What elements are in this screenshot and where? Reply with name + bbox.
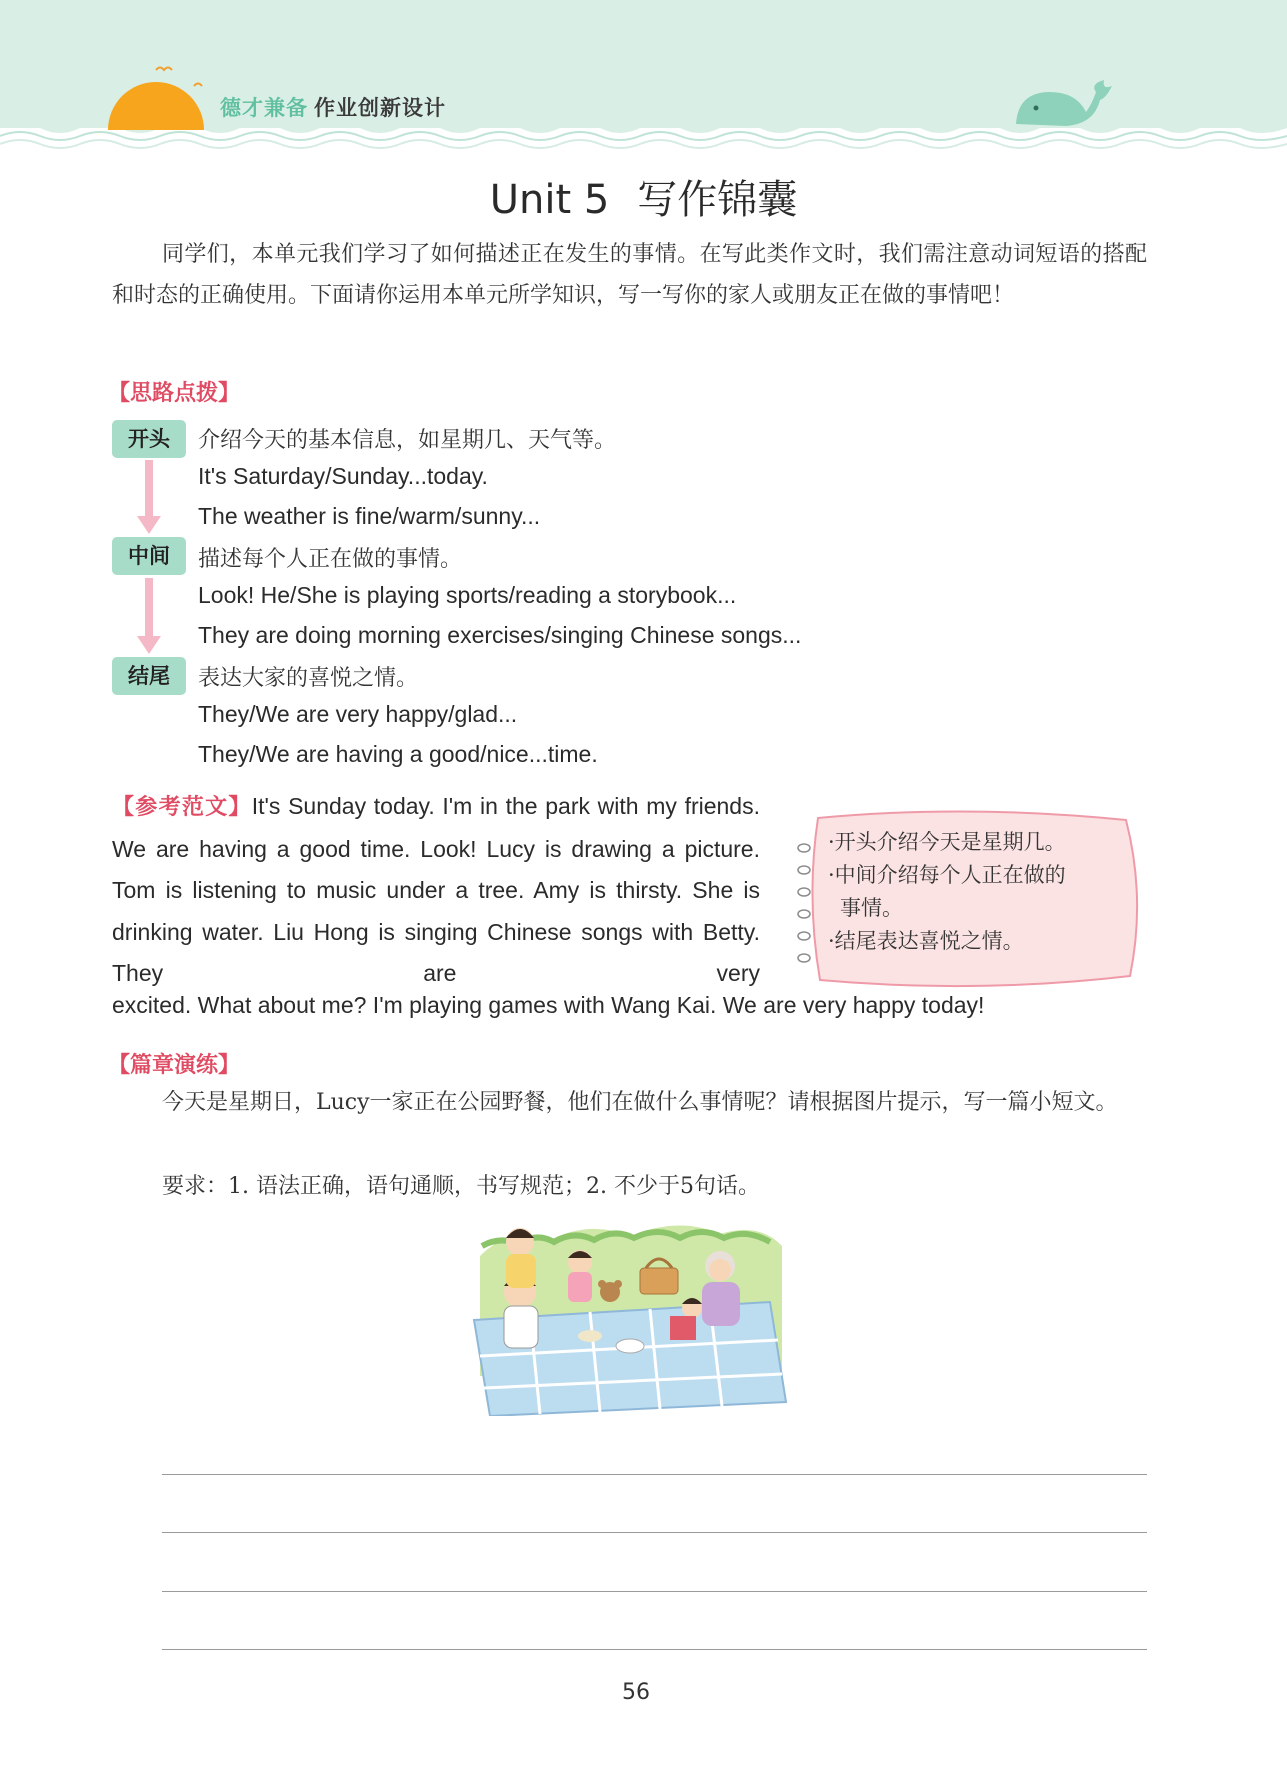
outline-beginning-example-2: The weather is fine/warm/sunny...: [198, 503, 541, 529]
unit-label: Unit 5: [489, 177, 610, 223]
brand-green-text: 德才兼备: [220, 96, 308, 120]
picnic-family-illustration: [470, 1216, 790, 1416]
practice-prompt: 今天是星期日，Lucy一家正在公园野餐，他们在做什么事情呢？请根据图片提示，写一篇小短文。: [162, 1090, 1118, 1115]
outline-middle-example-1: Look! He/She is playing sports/reading a storybook...: [198, 582, 737, 608]
brand-title: [220, 92, 446, 122]
tag-beginning: 开头: [112, 420, 186, 458]
tag-ending: 结尾: [112, 657, 186, 695]
writing-line[interactable]: [162, 1474, 1147, 1475]
brand-dark-text: 作业创新设计: [314, 96, 446, 120]
sample-essay-last-line: excited. What about me? I'm playing games with Wang Kai. We are very happy today!: [112, 992, 985, 1018]
unit-title: 写作锦囊: [637, 177, 798, 223]
sample-essay: [112, 786, 760, 995]
outline-middle-desc: 描述每个人正在做的事情。: [198, 547, 463, 572]
outline-middle-example-2: They are doing morning exercises/singing Chinese songs...: [198, 622, 802, 648]
tip-note-line: ·开头介绍今天是星期几。: [828, 830, 1066, 854]
page-title: [0, 168, 1287, 225]
page-number-text: 56: [622, 1680, 650, 1705]
arrow-down-icon: [136, 460, 162, 536]
page-number: [600, 1668, 660, 1718]
outline-ending-desc: 表达大家的喜悦之情。: [198, 666, 419, 691]
intro-paragraph: 同学们，本单元我们学习了如何描述正在发生的事情。在写此类作文时，我们需注意动词短语的搭配和时态的正确使用。下面请你运用本单元所学知识，写一写你的家人或朋友正在做的事情吧！: [112, 242, 1147, 308]
tag-middle: 中间: [112, 537, 186, 575]
arrow-down-icon: [136, 578, 162, 656]
writing-line[interactable]: [162, 1649, 1147, 1650]
tip-note-text: [828, 826, 1066, 958]
tip-note-line: 事情。: [840, 896, 903, 920]
header-band: [0, 0, 1287, 160]
tip-note-line: ·中间介绍每个人正在做的: [828, 863, 1066, 887]
sun-icon: [104, 58, 214, 130]
writing-line[interactable]: [162, 1532, 1147, 1533]
practice-requirement: 要求：1. 语法正确，语句通顺，书写规范；2. 不少于5句话。: [162, 1174, 760, 1199]
practice-label: 【篇章演练】: [108, 1053, 241, 1078]
writing-line[interactable]: [162, 1591, 1147, 1592]
whale-icon: [1010, 78, 1116, 130]
sample-essay-text: It's Sunday today. I'm in the park with my friends. We are having a good time. Look! Lucy is drawing a picture. Tom is listening to music under a tree. Amy is thirsty. She is drinking water. Liu Hong is singing Chinese songs with Betty. They are very: [112, 793, 760, 986]
outline-label: 【思路点拨】: [108, 381, 241, 406]
tip-note-line: ·结尾表达喜悦之情。: [828, 929, 1024, 953]
sample-label: 【参考范文】: [112, 795, 252, 820]
outline-beginning-example-1: It's Saturday/Sunday...today.: [198, 463, 488, 489]
outline-beginning-desc: 介绍今天的基本信息，如星期几、天气等。: [198, 428, 617, 453]
outline-ending-example-2: They/We are having a good/nice...time.: [198, 741, 598, 767]
outline-ending-example-1: They/We are very happy/glad...: [198, 701, 518, 727]
